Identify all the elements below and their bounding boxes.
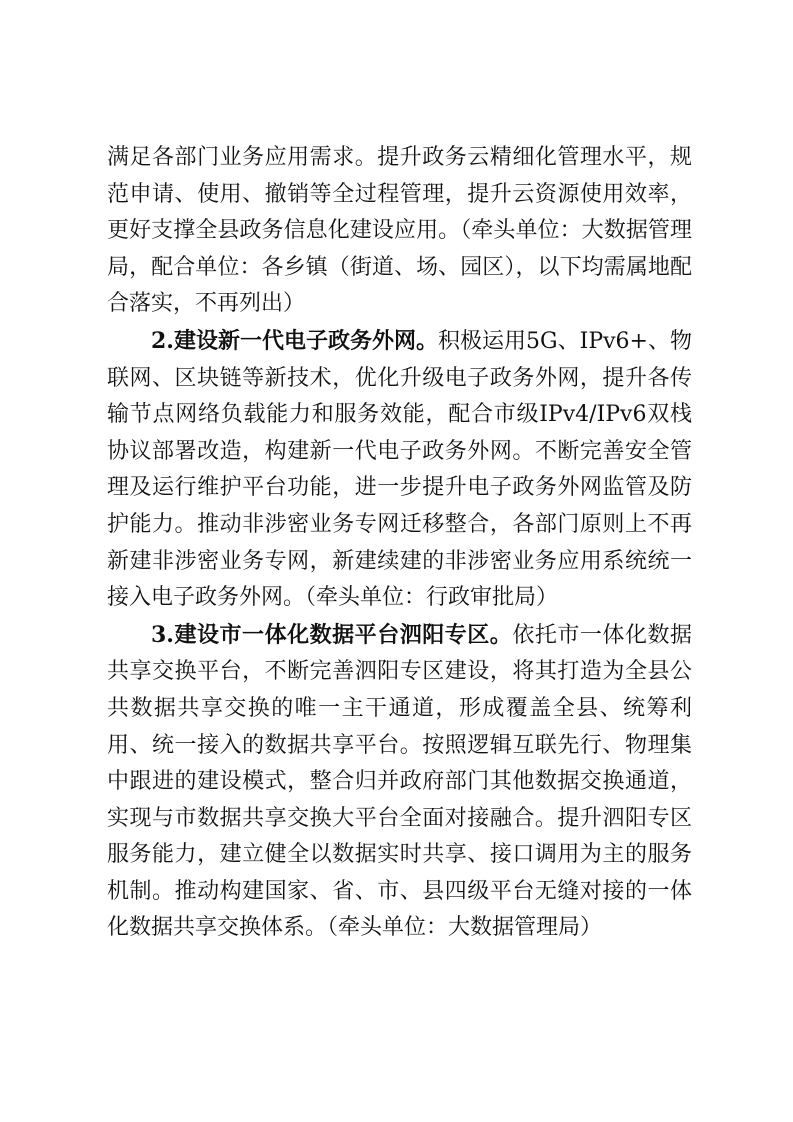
section-heading: 3.建设市一体化数据平台泗阳专区。 — [151, 621, 513, 648]
paragraph-text: 满足各部门业务应用需求。提升政务云精细化管理水平，规范申请、使用、撤销等全过程管理，提升云资源使用效率，更好支撑全县政务信息化建设应用。（牵头单位：大数据管理局，配合单位：各乡镇（街道、场、园区），以下均需属地配合落实，不再列出） — [107, 145, 692, 317]
section-heading: 2.建设新一代电子政务外网。 — [151, 327, 439, 354]
paragraph-text: 依托市一体化数据共享交换平台，不断完善泗阳专区建设，将其打造为全县公共数据共享交换的唯一主干通道，形成覆盖全县、统筹利用、统一接入的数据共享平台。按照逻辑互联先行、物理集中跟进的建设模式，整合归并政府部门其他数据交换通道，实现与市数据共享交换大平台全面对接融合。提升泗阳专区服务能力，建立健全以数据实时共享、接口调用为主的服务机制。推动构建国家、省、市、县四级平台无缝对接的一体化数据共享交换体系。（牵头单位：大数据管理局） — [107, 622, 692, 941]
paragraph-e-government-network — [107, 323, 692, 617]
document-page — [107, 140, 692, 947]
paragraph-text: 积极运用5G、IPv6+、物联网、区块链等新技术，优化升级电子政务外网，提升各传输节点网络负载能力和服务效能，配合市级IPv4/IPv6双栈协议部署改造，构建新一代电子政务外网。不断完善安全管理及运行维护平台功能，进一步提升电子政务外网监管及防护能力。推动非涉密业务专网迁移整合，各部门原则上不再新建非涉密业务专网，新建续建的非涉密业务应用系统统一接入电子政务外网。（牵头单位：行政审批局） — [107, 328, 692, 611]
paragraph-data-platform — [107, 617, 692, 947]
paragraph-cloud-continuation — [107, 140, 692, 323]
